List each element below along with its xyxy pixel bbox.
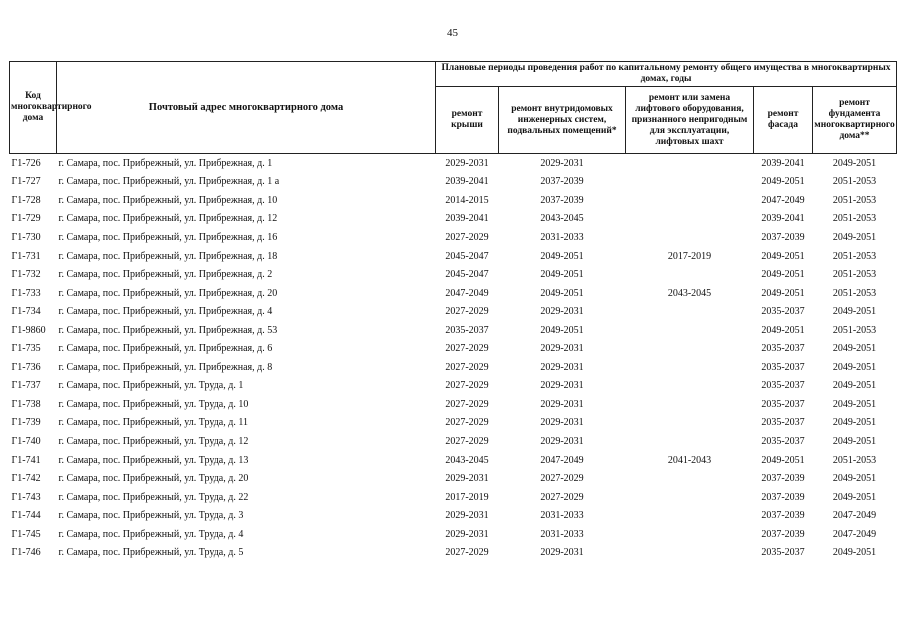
cell-address: г. Самара, пос. Прибрежный, ул. Прибрежная, д. 4 <box>58 306 273 318</box>
cell-address: г. Самара, пос. Прибрежный, ул. Труда, д. 13 <box>58 454 249 466</box>
cell-elevator <box>626 414 754 433</box>
cell-code: Г1-733 <box>11 287 41 299</box>
cell-roof: 2029-2031 <box>445 528 489 540</box>
table-row <box>10 191 897 210</box>
cell-address: г. Самара, пос. Прибрежный, ул. Труда, д. 12 <box>58 435 249 447</box>
cell-elevator <box>626 377 754 396</box>
cell-facade: 2049-2051 <box>761 250 805 262</box>
cell-elevator: 2043-2045 <box>667 287 712 299</box>
cell-address: г. Самара, пос. Прибрежный, ул. Труда, д. 20 <box>58 473 249 485</box>
header-periods-group: Плановые периоды проведения работ по капитальному ремонту общего имущества в многоквартирных домах, годы <box>436 62 897 87</box>
cell-facade: 2049-2051 <box>761 324 805 336</box>
cell-foundation: 2049-2051 <box>832 343 877 355</box>
cell-internal-systems: 2027-2029 <box>540 473 584 485</box>
cell-foundation: 2049-2051 <box>832 361 877 373</box>
cell-code: Г1-727 <box>11 176 41 188</box>
cell-facade: 2035-2037 <box>761 417 805 429</box>
cell-foundation: 2049-2051 <box>832 306 877 318</box>
cell-address: г. Самара, пос. Прибрежный, ул. Прибрежная, д. 53 <box>58 324 278 336</box>
cell-code: Г1-741 <box>11 454 41 466</box>
cell-address: г. Самара, пос. Прибрежный, ул. Прибрежная, д. 16 <box>58 231 278 243</box>
cell-facade: 2035-2037 <box>761 380 805 392</box>
cell-facade: 2035-2037 <box>761 547 805 559</box>
cell-address: г. Самара, пос. Прибрежный, ул. Труда, д. 3 <box>58 510 244 522</box>
cell-address: г. Самара, пос. Прибрежный, ул. Труда, д. 11 <box>58 417 248 429</box>
cell-code: Г1-739 <box>11 417 41 429</box>
table-row <box>10 339 897 358</box>
cell-roof: 2027-2029 <box>445 361 489 373</box>
cell-address: г. Самара, пос. Прибрежный, ул. Труда, д. 1 <box>58 380 244 392</box>
table-row <box>10 506 897 525</box>
cell-foundation: 2047-2049 <box>832 510 877 522</box>
cell-code: Г1-738 <box>11 398 41 410</box>
table-row <box>10 284 897 303</box>
table-row <box>10 173 897 192</box>
cell-code: Г1-726 <box>10 154 57 173</box>
cell-code: Г1-740 <box>11 435 41 447</box>
header-internal-systems: ремонт внутридомовых инженерных систем, подвальных помещений* <box>499 87 626 154</box>
cell-internal-systems: 2029-2031 <box>540 547 584 559</box>
cell-roof: 2029-2031 <box>436 154 499 173</box>
header-foundation: ремонт фундамента многоквартирного дома** <box>813 87 897 154</box>
table-row <box>10 395 897 414</box>
cell-roof: 2027-2029 <box>445 306 489 318</box>
cell-roof: 2017-2019 <box>445 491 489 503</box>
cell-internal-systems: 2029-2031 <box>540 398 584 410</box>
table-row <box>10 265 897 284</box>
cell-facade: 2035-2037 <box>761 306 805 318</box>
table-row <box>10 543 897 562</box>
cell-foundation: 2049-2051 <box>832 417 877 429</box>
cell-internal-systems: 2027-2029 <box>540 491 584 503</box>
cell-roof: 2027-2029 <box>445 380 489 392</box>
cell-address: г. Самара, пос. Прибрежный, ул. Прибрежная, д. 20 <box>58 287 278 299</box>
cell-roof: 2027-2029 <box>445 417 489 429</box>
page-number: 45 <box>447 27 458 39</box>
cell-facade: 2039-2041 <box>754 154 813 173</box>
table-row <box>10 525 897 544</box>
cell-foundation: 2047-2049 <box>832 528 877 540</box>
cell-code: Г1-745 <box>11 528 41 540</box>
cell-elevator <box>626 432 754 451</box>
cell-roof: 2027-2029 <box>445 435 489 447</box>
header-code: Код многоквартирного дома <box>10 62 57 154</box>
table-row <box>10 414 897 433</box>
cell-address: г. Самара, пос. Прибрежный, ул. Труда, д. 22 <box>58 491 249 503</box>
cell-address: г. Самара, пос. Прибрежный, ул. Прибрежная, д. 8 <box>58 361 273 373</box>
cell-facade: 2035-2037 <box>761 435 805 447</box>
cell-foundation: 2049-2051 <box>832 491 877 503</box>
cell-roof: 2043-2045 <box>445 454 489 466</box>
cell-foundation: 2049-2051 <box>832 473 877 485</box>
cell-roof: 2035-2037 <box>445 324 489 336</box>
header-address: Почтовый адрес многоквартирного дома <box>57 62 436 154</box>
cell-foundation: 2051-2053 <box>832 213 877 225</box>
cell-foundation: 2051-2053 <box>832 287 877 299</box>
cell-address: г. Самара, пос. Прибрежный, ул. Прибрежная, д. 10 <box>58 194 278 206</box>
cell-facade: 2037-2039 <box>761 491 805 503</box>
cell-address: г. Самара, пос. Прибрежный, ул. Труда, д. 10 <box>58 398 249 410</box>
cell-address: г. Самара, пос. Прибрежный, ул. Прибрежная, д. 12 <box>58 213 278 225</box>
cell-internal-systems: 2029-2031 <box>540 361 584 373</box>
cell-elevator <box>626 506 754 525</box>
cell-code: Г1-731 <box>11 250 41 262</box>
cell-elevator <box>626 358 754 377</box>
table-row <box>10 154 897 173</box>
cell-foundation: 2049-2051 <box>832 398 877 410</box>
cell-code: Г1-737 <box>11 380 41 392</box>
cell-code: Г1-730 <box>11 231 41 243</box>
cell-code: Г1-735 <box>11 343 41 355</box>
cell-roof: 2045-2047 <box>445 269 489 281</box>
cell-facade: 2037-2039 <box>761 231 805 243</box>
header-elevator: ремонт или замена лифтового оборудования, признанного непригодным для эксплуатации, лифтовых шахт <box>626 87 754 154</box>
cell-elevator: 2041-2043 <box>667 454 712 466</box>
cell-facade: 2037-2039 <box>761 510 805 522</box>
cell-elevator <box>626 469 754 488</box>
cell-internal-systems: 2029-2031 <box>540 343 584 355</box>
cell-facade: 2037-2039 <box>761 473 805 485</box>
cell-code: Г1-742 <box>11 473 41 485</box>
cell-code: Г1-746 <box>11 547 41 559</box>
cell-roof: 2027-2029 <box>445 398 489 410</box>
table-row <box>10 358 897 377</box>
cell-elevator <box>626 191 754 210</box>
cell-foundation: 2051-2053 <box>832 176 877 188</box>
cell-facade: 2049-2051 <box>761 176 805 188</box>
cell-internal-systems: 2049-2051 <box>540 269 584 281</box>
cell-internal-systems: 2031-2033 <box>540 510 584 522</box>
cell-foundation: 2051-2053 <box>832 269 877 281</box>
cell-code: Г1-744 <box>11 510 41 522</box>
cell-foundation: 2049-2051 <box>832 547 877 559</box>
cell-elevator <box>626 339 754 358</box>
header-facade: ремонт фасада <box>754 87 813 154</box>
cell-elevator <box>626 173 754 192</box>
cell-facade: 2049-2051 <box>761 454 805 466</box>
cell-internal-systems: 2029-2031 <box>540 306 584 318</box>
cell-code: Г1-728 <box>11 194 41 206</box>
cell-internal-systems: 2031-2033 <box>540 231 584 243</box>
cell-internal-systems: 2029-2031 <box>540 435 584 447</box>
cell-foundation: 2049-2051 <box>832 435 877 447</box>
cell-roof: 2027-2029 <box>445 343 489 355</box>
table-row <box>10 432 897 451</box>
cell-address: г. Самара, пос. Прибрежный, ул. Прибрежная, д. 2 <box>58 269 273 281</box>
cell-address: г. Самара, пос. Прибрежный, ул. Прибрежная, д. 1 <box>57 154 436 173</box>
cell-foundation: 2051-2053 <box>832 324 877 336</box>
cell-foundation: 2051-2053 <box>832 194 877 206</box>
cell-roof: 2039-2041 <box>445 176 489 188</box>
table-row <box>10 451 897 470</box>
cell-roof: 2039-2041 <box>445 213 489 225</box>
cell-internal-systems: 2029-2031 <box>540 417 584 429</box>
cell-elevator <box>626 395 754 414</box>
cell-roof: 2014-2015 <box>445 194 489 206</box>
cell-code: Г1-9860 <box>11 324 46 336</box>
cell-address: г. Самара, пос. Прибрежный, ул. Прибрежная, д. 18 <box>58 250 278 262</box>
cell-elevator <box>626 265 754 284</box>
cell-code: Г1-729 <box>11 213 41 225</box>
cell-internal-systems: 2037-2039 <box>540 194 584 206</box>
cell-elevator <box>626 321 754 340</box>
cell-code: Г1-743 <box>11 491 41 503</box>
cell-foundation: 2051-2053 <box>832 454 877 466</box>
cell-code: Г1-732 <box>11 269 41 281</box>
cell-address: г. Самара, пос. Прибрежный, ул. Прибрежная, д. 6 <box>58 343 273 355</box>
table-row <box>10 321 897 340</box>
cell-facade: 2035-2037 <box>761 343 805 355</box>
cell-elevator <box>626 228 754 247</box>
cell-facade: 2047-2049 <box>761 194 805 206</box>
cell-internal-systems: 2037-2039 <box>540 176 584 188</box>
cell-elevator <box>626 210 754 229</box>
cell-internal-systems: 2049-2051 <box>540 250 584 262</box>
table-row <box>10 228 897 247</box>
cell-address: г. Самара, пос. Прибрежный, ул. Труда, д. 4 <box>58 528 244 540</box>
cell-internal-systems: 2047-2049 <box>540 454 584 466</box>
cell-elevator <box>626 543 754 562</box>
repair-schedule-table <box>9 61 897 562</box>
table-row <box>10 469 897 488</box>
cell-roof: 2029-2031 <box>445 473 489 485</box>
cell-elevator <box>626 302 754 321</box>
table-row <box>10 302 897 321</box>
cell-internal-systems: 2049-2051 <box>540 324 584 336</box>
cell-facade: 2035-2037 <box>761 398 805 410</box>
cell-foundation: 2049-2051 <box>832 231 877 243</box>
cell-elevator <box>626 525 754 544</box>
cell-roof: 2047-2049 <box>445 287 489 299</box>
cell-roof: 2029-2031 <box>445 510 489 522</box>
cell-internal-systems: 2049-2051 <box>540 287 584 299</box>
cell-roof: 2027-2029 <box>445 547 489 559</box>
table-row <box>10 210 897 229</box>
cell-code: Г1-734 <box>11 306 41 318</box>
cell-address: г. Самара, пос. Прибрежный, ул. Труда, д. 5 <box>58 547 244 559</box>
cell-roof: 2045-2047 <box>445 250 489 262</box>
cell-code: Г1-736 <box>11 361 41 373</box>
header-roof: ремонт крыши <box>436 87 499 154</box>
cell-facade: 2037-2039 <box>761 528 805 540</box>
cell-elevator <box>626 488 754 507</box>
cell-foundation: 2049-2051 <box>813 154 897 173</box>
cell-elevator: 2017-2019 <box>667 250 712 262</box>
cell-address: г. Самара, пос. Прибрежный, ул. Прибрежная, д. 1 а <box>58 176 280 188</box>
cell-internal-systems: 2029-2031 <box>499 154 626 173</box>
cell-elevator <box>626 154 754 173</box>
cell-facade: 2035-2037 <box>761 361 805 373</box>
table-row <box>10 488 897 507</box>
cell-internal-systems: 2043-2045 <box>540 213 584 225</box>
cell-foundation: 2051-2053 <box>832 250 877 262</box>
cell-internal-systems: 2029-2031 <box>540 380 584 392</box>
cell-roof: 2027-2029 <box>445 231 489 243</box>
cell-foundation: 2049-2051 <box>832 380 877 392</box>
table-row <box>10 377 897 396</box>
table-row <box>10 247 897 266</box>
cell-facade: 2049-2051 <box>761 269 805 281</box>
cell-facade: 2049-2051 <box>761 287 805 299</box>
cell-facade: 2039-2041 <box>761 213 805 225</box>
cell-internal-systems: 2031-2033 <box>540 528 584 540</box>
